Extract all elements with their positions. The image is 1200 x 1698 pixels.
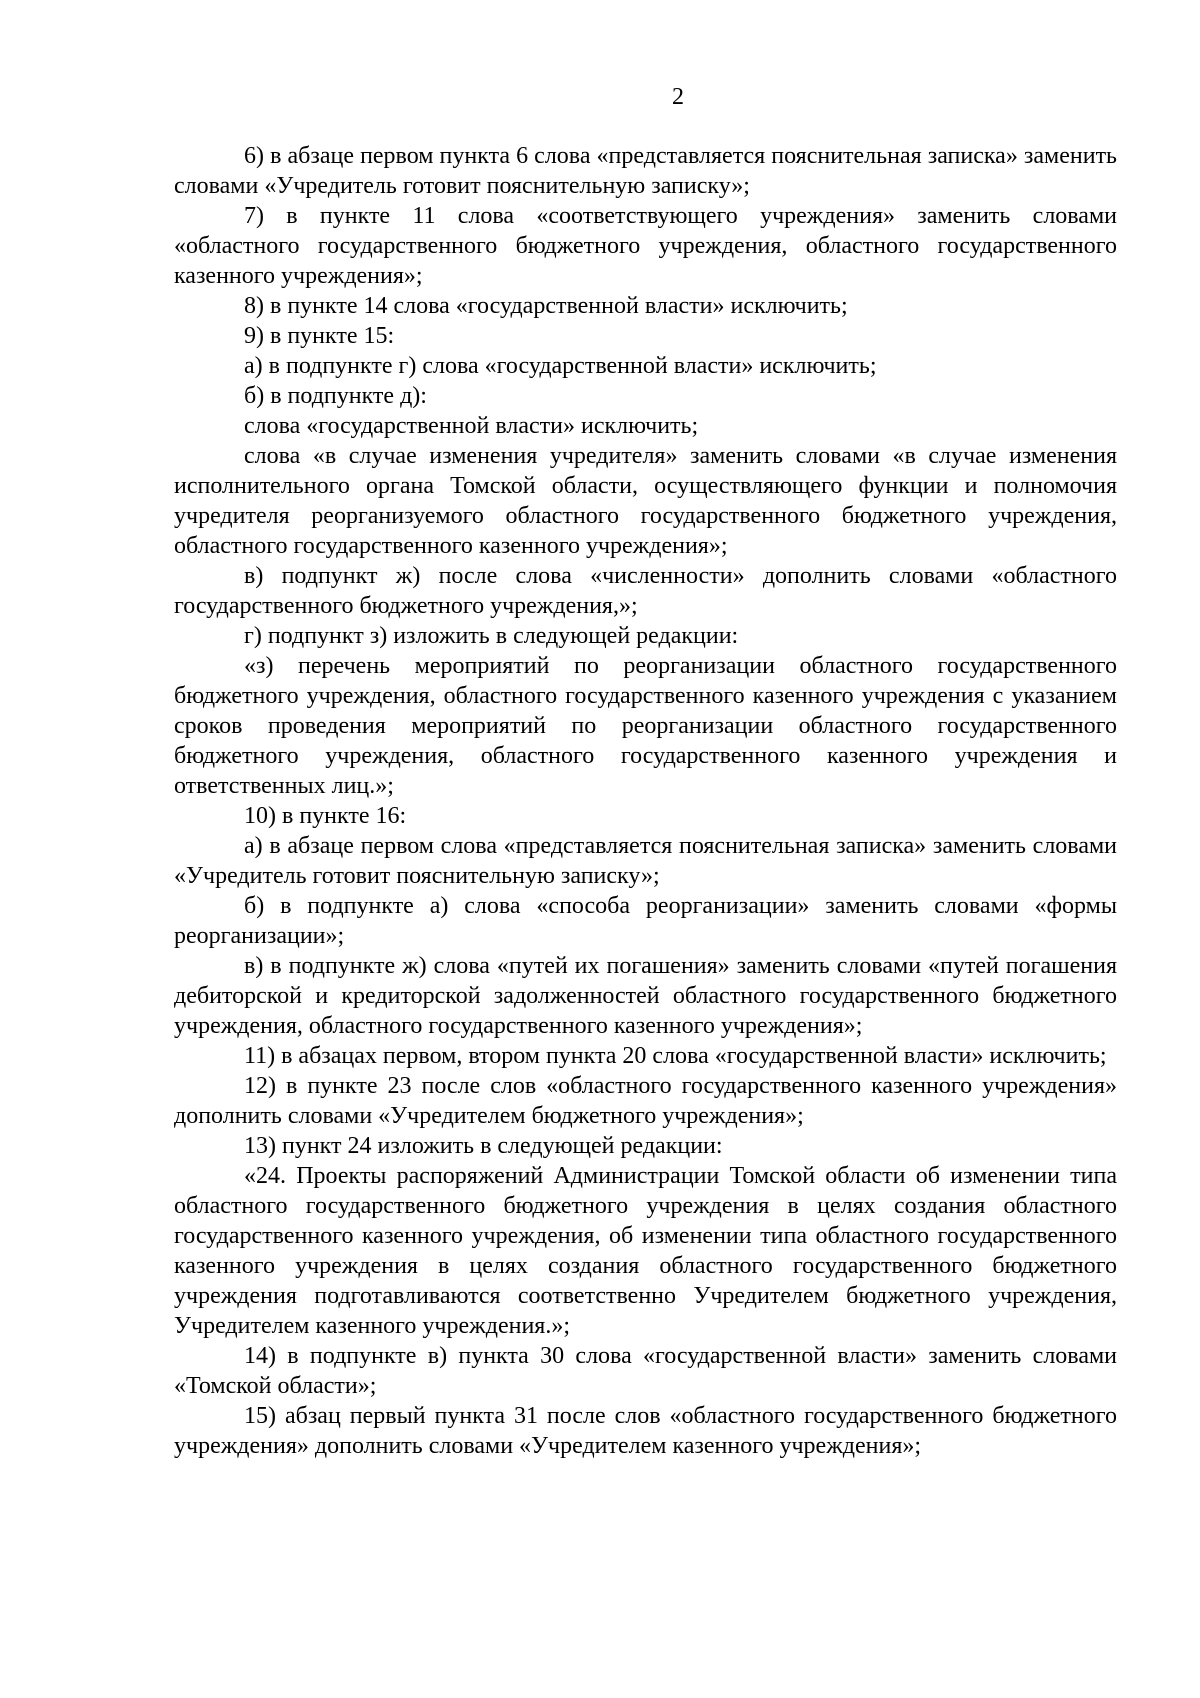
paragraph-subitem-10a: а) в абзаце первом слова «представляется пояснительная записка» заменить словами «Учредитель готовит пояснительную записку»;	[174, 833, 1117, 889]
paragraph-subitem-9b-line-2: слова «в случае изменения учредителя» заменить словами «в случае изменения исполнительного органа Томской области, осуществляющего функции и полномочия учредителя реорганизуемого областного государственного бюджетного учреждения, областного государственного казенного учреждения»;	[174, 443, 1117, 559]
paragraph-item-6: 6) в абзаце первом пункта 6 слова «представляется пояснительная записка» заменить словами «Учредитель готовит пояснительную записку»;	[174, 143, 1117, 199]
page-number: 2	[672, 84, 684, 110]
paragraph-item-8: 8) в пункте 14 слова «государственной власти» исключить;	[244, 293, 848, 319]
paragraph-subitem-9b-line-1: слова «государственной власти» исключить;	[244, 413, 699, 439]
document-body	[174, 141, 1117, 1461]
paragraph-item-15: 15) абзац первый пункта 31 после слов «областного государственного бюджетного учреждения» дополнить словами «Учредителем казенного учреждения»;	[174, 1403, 1117, 1459]
paragraph-item-10: 10) в пункте 16:	[244, 803, 407, 829]
paragraph-subitem-9v: в) подпункт ж) после слова «численности» дополнить словами «областного государственного бюджетного учреждения,»;	[174, 563, 1117, 619]
paragraph-item-12: 12) в пункте 23 после слов «областного государственного казенного учреждения» дополнить словами «Учредителем бюджетного учреждения»;	[174, 1073, 1117, 1129]
paragraph-subitem-9b: б) в подпункте д):	[244, 383, 427, 409]
paragraph-item-13: 13) пункт 24 изложить в следующей редакции:	[244, 1133, 723, 1159]
paragraph-item-9: 9) в пункте 15:	[244, 323, 395, 349]
paragraph-subitem-9a: а) в подпункте г) слова «государственной власти» исключить;	[244, 353, 877, 379]
paragraph-quote-24: «24. Проекты распоряжений Администрации Томской области об изменении типа областного государственного бюджетного учреждения в целях создания областного государственного казенного учреждения, об изменении типа областного государственного казенного учреждения в целях создания областного государственного бюджетного учреждения подготавливаются соответственно Учредителем бюджетного учреждения, Учредителем казенного учреждения.»;	[174, 1163, 1117, 1339]
paragraph-quote-z: «з) перечень мероприятий по реорганизации областного государственного бюджетного учреждения, областного государственного казенного учреждения с указанием сроков проведения мероприятий по реорганизации областного государственного бюджетного учреждения, областного государственного казенного учреждения и ответственных лиц.»;	[174, 653, 1117, 799]
paragraph-subitem-9g: г) подпункт з) изложить в следующей редакции:	[244, 623, 739, 649]
paragraph-subitem-10b: б) в подпункте а) слова «способа реорганизации» заменить словами «формы реорганизации»;	[174, 893, 1117, 949]
paragraph-item-14: 14) в подпункте в) пункта 30 слова «государственной власти» заменить словами «Томской области»;	[174, 1343, 1117, 1399]
paragraph-item-7: 7) в пункте 11 слова «соответствующего учреждения» заменить словами «областного государственного бюджетного учреждения, областного государственного казенного учреждения»;	[174, 203, 1117, 289]
paragraph-subitem-10v: в) в подпункте ж) слова «путей их погашения» заменить словами «путей погашения дебиторской и кредиторской задолженностей областного государственного бюджетного учреждения, областного государственного казенного учреждения»;	[174, 953, 1117, 1039]
paragraph-item-11: 11) в абзацах первом, втором пункта 20 слова «государственной власти» исключить;	[244, 1043, 1107, 1069]
